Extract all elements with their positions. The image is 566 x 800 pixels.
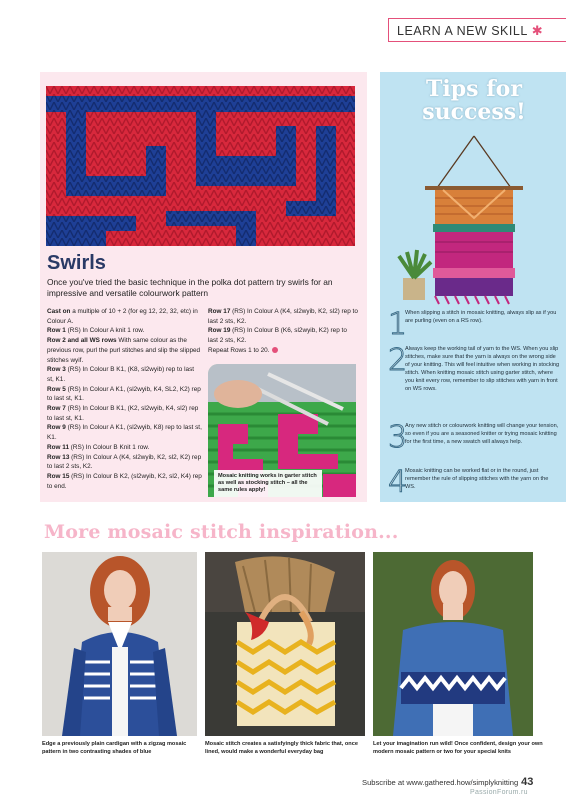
subscribe-link[interactable]: Subscribe at www.gathered.how/simplyknitting [362,778,519,787]
swirl-swatch-photo [46,86,355,246]
tip-4 [388,465,560,500]
pattern-row: Repeat Rows 1 to 20. [208,346,358,356]
jumper-caption: Let your imagination run wild! Once confident, design your own modern mosaic pattern or two for your special knits [373,741,543,755]
bag-photo [205,552,365,736]
cardigan-photo [42,552,197,736]
jumper-photo [373,552,533,736]
pattern-row: Row 19 (RS) In Colour B (K6, sl2wyib, K2) rep to last 2 sts, K2. [208,327,347,345]
pattern-row: Row 17 (RS) In Colour A (K4, sl2wyib, K2, sl2) rep to last 2 sts, K2. [208,308,358,325]
bag-caption: Mosaic stitch creates a satisfyingly thick fabric that, once lined, would make a wonderful everyday bag [205,741,358,755]
tip-2 [388,345,560,415]
pattern-row: Row 7 (RS) In Colour B K1, (K2, sl2wyib, K4, sl2) rep to last st, K1. [47,405,199,422]
cardigan-caption: Edge a previously plain cardigan with a zigzag mosaic pattern in two contrasting shades of blue [42,741,187,755]
tip-number: 4 [388,465,408,500]
pattern-row: Row 15 (RS) In Colour B K2, (sl2wyib, K2, sl2, K4) rep to end. [47,472,202,490]
swirls-title: Swirls [47,252,106,274]
pattern-row: Row 5 (RS) In Colour A K1, (sl2wyib, K4, SL2, K2) rep to last st, K1. [47,385,201,403]
pattern-row: Row 1 (RS) In Colour A knit 1 row. [47,327,145,335]
swirls-intro: Once you've tried the basic technique in the polka dot pattern try swirls for an impressive and versatile colourwork pattern [47,277,333,298]
tip-text: Mosaic knitting can be worked flat or in the round, just remember the rule of slipping stitches with the yarn on the WS. [405,468,549,490]
page-number: 43 [521,776,534,788]
pattern-row: Cast on a multiple of 10 + 2 (for eg 12, 22, 32, etc) in Colour A. [47,308,198,325]
pattern-instructions-left [47,307,202,491]
tip-number: 3 [388,420,408,455]
pattern-row: Row 11 (RS) In Colour B Knit 1 row. [47,443,150,451]
section-label: LEARN A NEW SKILL [397,24,528,38]
watermark: PassionForum.ru [470,789,528,796]
tip-text: When slipping a stitch in mosaic knitting, always slip as if you are purling (even on a RS row). [405,310,557,324]
tip-3 [388,422,560,460]
pattern-row: Row 13 (RS) In Colour A (K4, sl2wyib, K2, sl2, K2) rep to last 2 sts, K2. [47,453,202,471]
tip-1 [388,307,560,342]
section-banner [388,18,566,42]
wall-hanging-photo [385,128,563,306]
tip-number: 2 [388,343,408,378]
pattern-row: Row 9 (RS) In Colour A K1, (sl2wyib, K8) rep to last st, K1. [47,424,202,442]
inspiration-heading: More mosaic stitch inspiration... [44,521,399,543]
pattern-row: Row 2 and all WS rows With same colour as the previous row, purl the purl stitches and slip the slipped stitches wyif. [47,337,201,364]
tip-text: Any new stitch or colourwork knitting will change your tension, so even if you are a seasoned knitter or trying mosaic knitting for the first time, a new swatch will always help. [405,423,559,445]
garter-caption: Mosaic knitting works in garter stitch as well as stocking stitch – all the same rules apply! [214,470,322,497]
tip-text: Always keep the working tail of yarn to the WS. When you slip stitches, make sure that the yarn is always on the wrong side of your knitting. This will feel intuitive when working in stocking stitch. When knitting mosaic stitch using garter stitch, where you knit every row, remember to slip stitches with yarn in front on WS rows. [405,346,560,392]
footer [362,776,533,788]
flower-icon: ✱ [531,23,544,38]
pattern-row: Row 3 (RS) In Colour B K1, (K8, sl2wyib) rep to last st, K1. [47,366,195,383]
tips-title: Tips for success! [422,76,526,125]
pattern-instructions-right [208,307,358,356]
end-dot-icon [272,347,278,353]
tip-number: 1 [388,307,408,342]
